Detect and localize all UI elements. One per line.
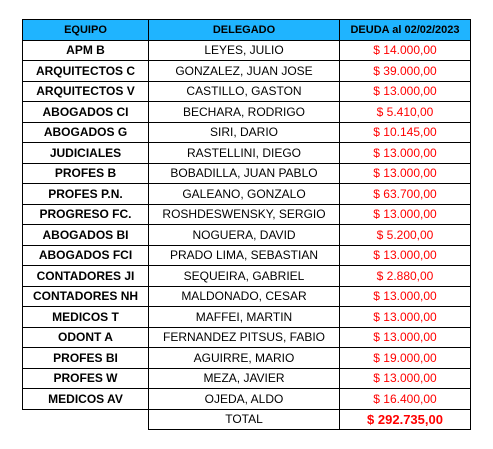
delegate-cell[interactable]: FERNANDEZ PITSUS, FABIO (149, 327, 340, 348)
delegate-cell[interactable]: NOGUERA, DAVID (149, 225, 340, 246)
debt-cell[interactable]: $ 63.700,00 (340, 184, 471, 205)
delegate-cell[interactable]: MALDONADO, CESAR (149, 286, 340, 307)
total-value[interactable]: $ 292.735,00 (340, 409, 471, 430)
team-cell[interactable]: ABOGADOS CI (23, 102, 149, 123)
delegate-cell[interactable]: GALEANO, GONZALO (149, 184, 340, 205)
delegate-cell[interactable]: MAFFEI, MARTIN (149, 307, 340, 328)
column-header-team[interactable]: EQUIPO (23, 20, 149, 41)
header-row (23, 20, 471, 41)
table-row (23, 61, 471, 82)
total-row (23, 409, 471, 430)
table-row (23, 327, 471, 348)
team-cell[interactable]: CONTADORES JI (23, 266, 149, 287)
debt-cell[interactable]: $ 13.000,00 (340, 245, 471, 266)
delegate-cell[interactable]: RASTELLINI, DIEGO (149, 143, 340, 164)
delegate-cell[interactable]: LEYES, JULIO (149, 40, 340, 61)
team-cell[interactable]: PROFES BI (23, 348, 149, 369)
delegate-cell[interactable]: AGUIRRE, MARIO (149, 348, 340, 369)
total-label[interactable]: TOTAL (149, 409, 340, 430)
team-cell[interactable]: ARQUITECTOS C (23, 61, 149, 82)
team-cell[interactable]: PROFES W (23, 368, 149, 389)
delegate-cell[interactable]: ROSHDESWENSKY, SERGIO (149, 204, 340, 225)
table-row (23, 245, 471, 266)
debt-cell[interactable]: $ 13.000,00 (340, 307, 471, 328)
table-row (23, 81, 471, 102)
table-row (23, 163, 471, 184)
debt-cell[interactable]: $ 13.000,00 (340, 81, 471, 102)
delegate-cell[interactable]: BECHARA, RODRIGO (149, 102, 340, 123)
debt-cell[interactable]: $ 13.000,00 (340, 143, 471, 164)
debt-cell[interactable]: $ 19.000,00 (340, 348, 471, 369)
delegate-cell[interactable]: MEZA, JAVIER (149, 368, 340, 389)
team-cell[interactable]: ABOGADOS G (23, 122, 149, 143)
delegate-cell[interactable]: PRADO LIMA, SEBASTIAN (149, 245, 340, 266)
debt-cell[interactable]: $ 5.200,00 (340, 225, 471, 246)
table-row (23, 184, 471, 205)
team-cell[interactable]: ODONT A (23, 327, 149, 348)
debt-cell[interactable]: $ 13.000,00 (340, 368, 471, 389)
team-cell[interactable]: PROFES B (23, 163, 149, 184)
table-row (23, 204, 471, 225)
table-row (23, 266, 471, 287)
team-cell[interactable]: CONTADORES NH (23, 286, 149, 307)
debt-cell[interactable]: $ 39.000,00 (340, 61, 471, 82)
table-row (23, 40, 471, 61)
table-row (23, 348, 471, 369)
debt-cell[interactable]: $ 13.000,00 (340, 204, 471, 225)
column-header-delegate[interactable]: DELEGADO (149, 20, 340, 41)
debt-cell[interactable]: $ 10.145,00 (340, 122, 471, 143)
table-row (23, 102, 471, 123)
delegate-cell[interactable]: SIRI, DARIO (149, 122, 340, 143)
table-row (23, 122, 471, 143)
debt-cell[interactable]: $ 13.000,00 (340, 327, 471, 348)
table-body (23, 40, 471, 430)
team-cell[interactable]: MEDICOS AV (23, 389, 149, 410)
table-row (23, 143, 471, 164)
table-row (23, 225, 471, 246)
debt-cell[interactable]: $ 13.000,00 (340, 163, 471, 184)
team-cell[interactable]: APM B (23, 40, 149, 61)
table-row (23, 389, 471, 410)
delegate-cell[interactable]: OJEDA, ALDO (149, 389, 340, 410)
column-header-debt[interactable]: DEUDA al 02/02/2023 (340, 20, 471, 41)
team-cell[interactable]: PROGRESO FC. (23, 204, 149, 225)
total-spacer (23, 409, 149, 430)
delegate-cell[interactable]: SEQUEIRA, GABRIEL (149, 266, 340, 287)
debt-cell[interactable]: $ 16.400,00 (340, 389, 471, 410)
debt-cell[interactable]: $ 2.880,00 (340, 266, 471, 287)
team-cell[interactable]: JUDICIALES (23, 143, 149, 164)
table-row (23, 368, 471, 389)
debt-cell[interactable]: $ 14.000,00 (340, 40, 471, 61)
table-header (23, 20, 471, 41)
team-cell[interactable]: MEDICOS T (23, 307, 149, 328)
team-cell[interactable]: ARQUITECTOS V (23, 81, 149, 102)
delegate-cell[interactable]: BOBADILLA, JUAN PABLO (149, 163, 340, 184)
team-cell[interactable]: ABOGADOS BI (23, 225, 149, 246)
table-row (23, 286, 471, 307)
debt-cell[interactable]: $ 5.410,00 (340, 102, 471, 123)
debt-table (22, 19, 471, 430)
debt-cell[interactable]: $ 13.000,00 (340, 286, 471, 307)
team-cell[interactable]: ABOGADOS FCI (23, 245, 149, 266)
table-row (23, 307, 471, 328)
delegate-cell[interactable]: GONZALEZ, JUAN JOSE (149, 61, 340, 82)
team-cell[interactable]: PROFES P.N. (23, 184, 149, 205)
delegate-cell[interactable]: CASTILLO, GASTON (149, 81, 340, 102)
